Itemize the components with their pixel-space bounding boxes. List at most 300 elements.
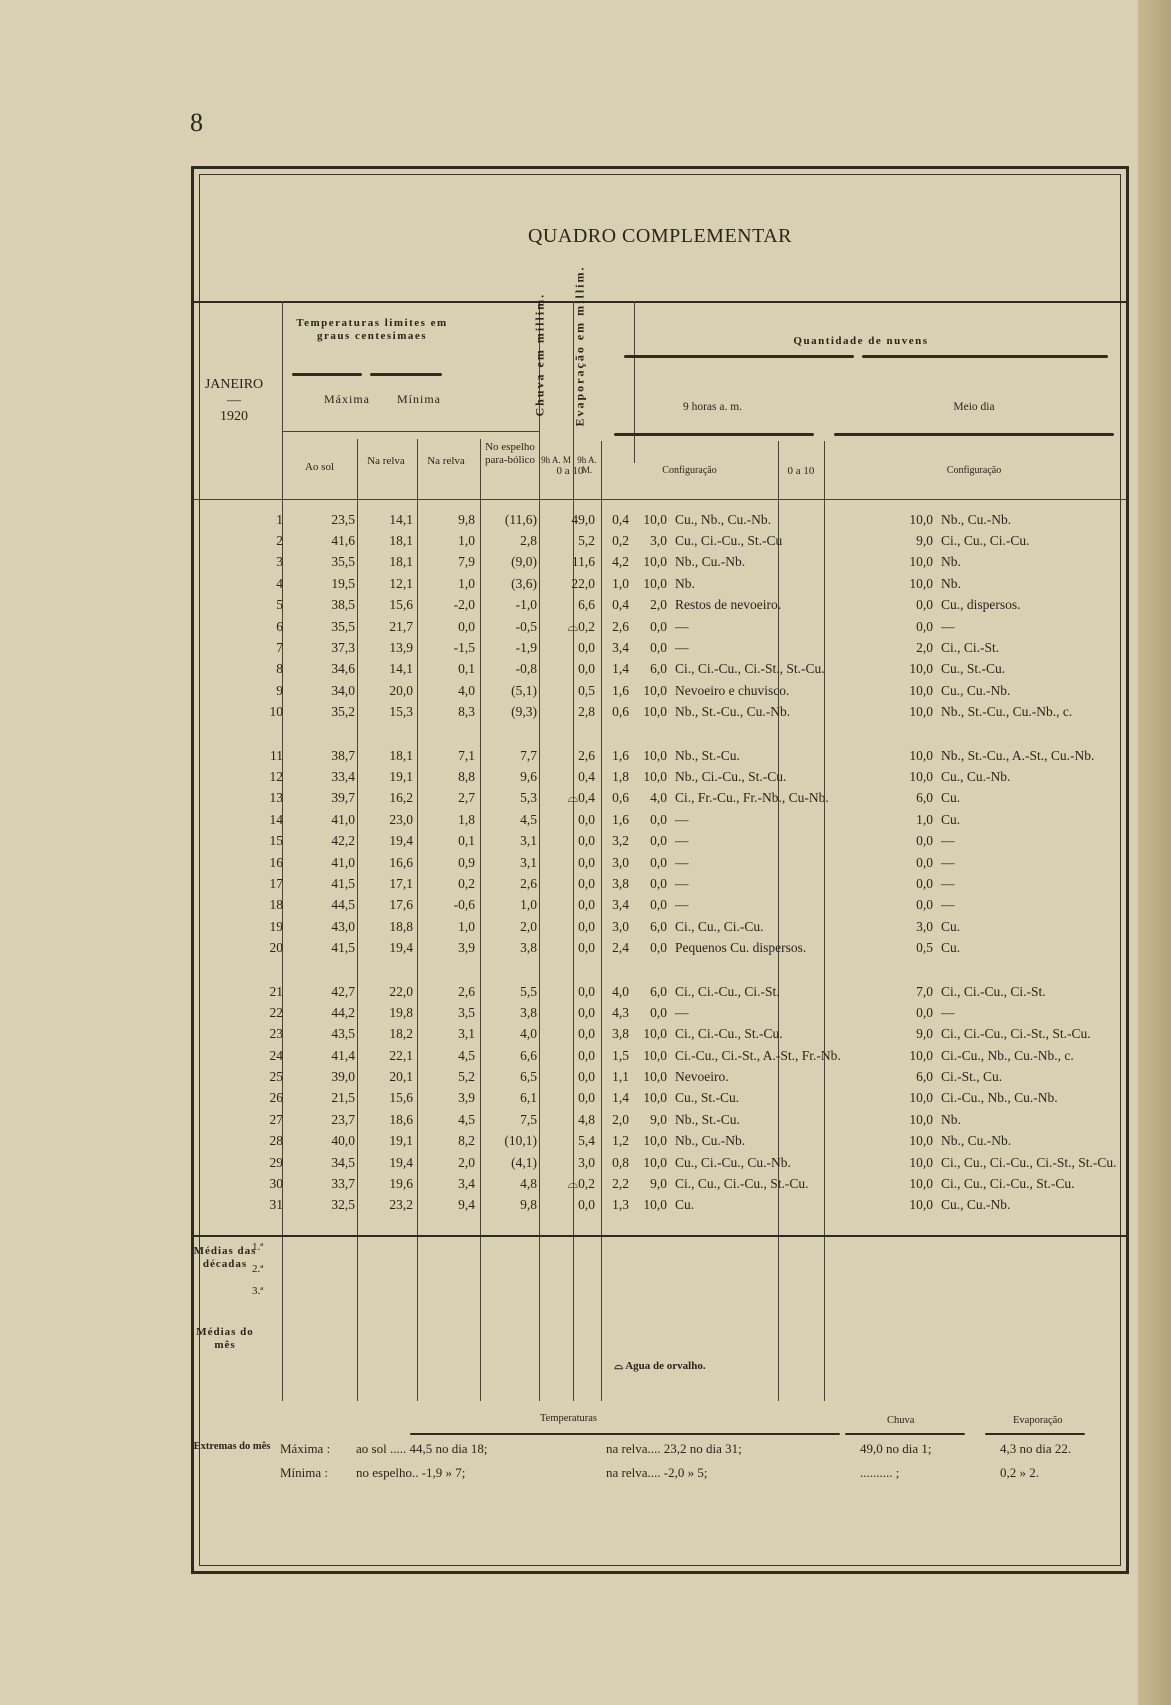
table-row bbox=[191, 595, 1161, 616]
cell-esp: -0,8 bbox=[515, 661, 537, 677]
cell-cm: Cu., Cu.-Nb. bbox=[941, 682, 1011, 698]
cell-c9: Nb., Cu.-Nb. bbox=[675, 554, 746, 570]
cell-ch: 22,0 bbox=[571, 575, 595, 591]
table-row bbox=[191, 981, 1161, 1002]
cell-cm: Ci.-St., Cu. bbox=[941, 1069, 1003, 1085]
cell-nm: 2,0 bbox=[916, 640, 933, 656]
header-na-relva-max: Na relva bbox=[367, 455, 405, 467]
cell-ch: 0,0 bbox=[578, 1090, 595, 1106]
cell-ch: 0,0 bbox=[578, 661, 595, 677]
cell-c9: Ci., Ci.-Cu., Ci.-St., St.-Cu. bbox=[675, 661, 825, 677]
cell-ch: 49,0 bbox=[571, 511, 595, 527]
cell-d: 14 bbox=[269, 811, 283, 827]
cell-nm: 7,0 bbox=[916, 983, 933, 999]
cell-n9: 0,0 bbox=[650, 875, 667, 891]
cell-esp: 2,6 bbox=[520, 875, 537, 891]
cell-esp: 6,6 bbox=[520, 1047, 537, 1063]
cell-rmx: 18,6 bbox=[389, 1111, 413, 1127]
cell-c9: — bbox=[675, 833, 689, 849]
cell-sol: 41,0 bbox=[331, 854, 355, 870]
cell-sol: 38,5 bbox=[331, 597, 355, 613]
cell-rmx: 18,2 bbox=[389, 1026, 413, 1042]
cell-c9: — bbox=[675, 875, 689, 891]
cell-esp: (9,3) bbox=[511, 704, 537, 720]
cell-d: 6 bbox=[276, 618, 283, 634]
cell-ch: 0,0 bbox=[578, 854, 595, 870]
cell-esp: 3,8 bbox=[520, 1004, 537, 1020]
gap-cell bbox=[191, 723, 1161, 745]
cell-esp: 5,3 bbox=[520, 790, 537, 806]
cell-esp: -1,9 bbox=[515, 640, 537, 656]
cell-rmn: 0,1 bbox=[458, 661, 475, 677]
cell-sol: 34,5 bbox=[331, 1154, 355, 1170]
cell-cm: Ci., Ci.-Cu., Ci.-St. bbox=[941, 983, 1046, 999]
cell-ev: 0,8 bbox=[612, 1154, 629, 1170]
cell-rmn: -1,5 bbox=[453, 640, 475, 656]
cell-esp: 7,5 bbox=[520, 1111, 537, 1127]
cell-sol: 34,0 bbox=[331, 682, 355, 698]
cell-ev: 1,4 bbox=[612, 661, 629, 677]
cell-ch: ⌓0,4 bbox=[567, 790, 595, 806]
table-gap-row bbox=[191, 959, 1161, 981]
cell-nm: 1,0 bbox=[916, 811, 933, 827]
cell-ev: 0,4 bbox=[612, 597, 629, 613]
cell-rmx: 15,6 bbox=[389, 1090, 413, 1106]
cell-nm: 10,0 bbox=[909, 1176, 933, 1192]
cell-cm: Cu., Cu.-Nb. bbox=[941, 768, 1011, 784]
cell-nm: 10,0 bbox=[909, 1111, 933, 1127]
cell-ch: 0,0 bbox=[578, 940, 595, 956]
header-ao-sol: Ao sol bbox=[304, 461, 335, 473]
gap-cell bbox=[191, 959, 1161, 981]
cell-cm: Cu. bbox=[941, 918, 961, 934]
daily-table bbox=[191, 509, 1161, 1216]
table-row bbox=[191, 1024, 1161, 1045]
cell-sol: 41,6 bbox=[331, 533, 355, 549]
cell-rmx: 17,6 bbox=[389, 897, 413, 913]
table-row bbox=[191, 1002, 1161, 1023]
table-row bbox=[191, 916, 1161, 937]
cell-rmx: 15,3 bbox=[389, 704, 413, 720]
cell-d: 9 bbox=[276, 682, 283, 698]
cell-nm: 10,0 bbox=[909, 575, 933, 591]
cell-n9: 0,0 bbox=[650, 897, 667, 913]
cell-rmx: 14,1 bbox=[389, 661, 413, 677]
table-row bbox=[191, 1195, 1161, 1216]
header-evaporacao: Evaporação em millim. bbox=[572, 265, 587, 427]
cell-cm: Ci., Cu., Ci.-Cu. bbox=[941, 533, 1030, 549]
cell-sol: 41,0 bbox=[331, 811, 355, 827]
cell-rmn: 2,0 bbox=[458, 1154, 475, 1170]
cell-rmx: 13,9 bbox=[389, 640, 413, 656]
cell-esp: 6,5 bbox=[520, 1069, 537, 1085]
cell-c9: Ci., Fr.-Cu., Fr.-Nb., Cu-Nb. bbox=[675, 790, 829, 806]
header-0a10-meio: 0 a 10 bbox=[787, 465, 815, 477]
table-row bbox=[191, 809, 1161, 830]
cell-n9: 0,0 bbox=[650, 811, 667, 827]
cell-c9: Nb. bbox=[675, 575, 695, 591]
cell-cm: Nb., St.-Cu., Cu.-Nb., c. bbox=[941, 704, 1073, 720]
cell-d: 4 bbox=[276, 575, 283, 591]
table-row bbox=[191, 637, 1161, 658]
cell-cm: Ci., Cu., Ci.-Cu., Ci.-St., St.-Cu. bbox=[941, 1154, 1117, 1170]
header-meio-dia: Meio dia bbox=[953, 401, 995, 413]
cell-sol: 23,7 bbox=[331, 1111, 355, 1127]
cell-c9: Pequenos Cu. dispersos. bbox=[675, 940, 807, 956]
ext-max-sol: ao sol ..... 44,5 no dia 18; bbox=[356, 1441, 488, 1456]
table-row bbox=[191, 1152, 1161, 1173]
cell-esp: 9,6 bbox=[520, 768, 537, 784]
cell-cm: Ci.-Cu., Nb., Cu.-Nb., c. bbox=[941, 1047, 1074, 1063]
cell-nm: 10,0 bbox=[909, 1047, 933, 1063]
table-row bbox=[191, 530, 1161, 551]
cell-sol: 41,5 bbox=[331, 875, 355, 891]
cell-rmx: 22,1 bbox=[389, 1047, 413, 1063]
cell-cm: Cu. bbox=[941, 940, 961, 956]
cell-n9: 0,0 bbox=[650, 854, 667, 870]
table-row bbox=[191, 552, 1161, 573]
table-row bbox=[191, 509, 1161, 530]
cell-cm: Cu., St.-Cu. bbox=[941, 661, 1006, 677]
cell-rmn: 1,8 bbox=[458, 811, 475, 827]
cell-rmn: 8,8 bbox=[458, 768, 475, 784]
cell-nm: 9,0 bbox=[916, 533, 933, 549]
cell-d: 3 bbox=[276, 554, 283, 570]
cell-c9: Cu., Nb., Cu.-Nb. bbox=[675, 511, 772, 527]
cell-esp: -0,5 bbox=[515, 618, 537, 634]
cell-sol: 35,2 bbox=[331, 704, 355, 720]
cell-c9: — bbox=[675, 811, 689, 827]
table-row bbox=[191, 745, 1161, 766]
cell-ev: 3,8 bbox=[612, 875, 629, 891]
cell-rmx: 19,4 bbox=[389, 833, 413, 849]
table-row bbox=[191, 766, 1161, 787]
cell-ch: 0,0 bbox=[578, 983, 595, 999]
cell-cm: — bbox=[941, 618, 955, 634]
cell-sol: 41,4 bbox=[331, 1047, 355, 1063]
cell-d: 23 bbox=[269, 1026, 283, 1042]
cell-d: 15 bbox=[269, 833, 283, 849]
cell-rmx: 23,0 bbox=[389, 811, 413, 827]
header-minima: Mínima bbox=[397, 392, 441, 406]
cell-rmn: 2,7 bbox=[458, 790, 475, 806]
cell-d: 12 bbox=[269, 768, 283, 784]
cell-d: 26 bbox=[269, 1090, 283, 1106]
header-na-relva-min: Na relva bbox=[427, 455, 465, 467]
cell-d: 16 bbox=[269, 854, 283, 870]
brace-rule bbox=[292, 373, 362, 376]
page-title: QUADRO COMPLEMENTAR bbox=[527, 225, 793, 247]
table-row bbox=[191, 895, 1161, 916]
header-nove-horas: 9 horas a. m. bbox=[682, 401, 743, 413]
cell-sol: 44,2 bbox=[331, 1004, 355, 1020]
cell-sol: 42,2 bbox=[331, 833, 355, 849]
cell-sol: 42,7 bbox=[331, 983, 355, 999]
cell-ev: 2,4 bbox=[612, 940, 629, 956]
cell-ev: 0,2 bbox=[612, 533, 629, 549]
header-maxima: Máxima bbox=[324, 392, 370, 406]
ext-max-evap: 4,3 no dia 22. bbox=[1000, 1441, 1072, 1456]
cell-ch: 2,8 bbox=[578, 704, 595, 720]
cell-rmx: 18,8 bbox=[389, 918, 413, 934]
ext-minima: Mínima : bbox=[280, 1465, 329, 1480]
cell-sol: 39,7 bbox=[331, 790, 355, 806]
cell-n9: 0,0 bbox=[650, 940, 667, 956]
cell-d: 24 bbox=[269, 1047, 283, 1063]
cell-sol: 33,4 bbox=[331, 768, 355, 784]
cell-nm: 0,0 bbox=[916, 897, 933, 913]
cell-n9: 10,0 bbox=[643, 554, 667, 570]
cell-cm: — bbox=[941, 1004, 955, 1020]
cell-cm: — bbox=[941, 875, 955, 891]
cell-ch: 0,0 bbox=[578, 833, 595, 849]
cell-n9: 10,0 bbox=[643, 1133, 667, 1149]
cell-nm: 10,0 bbox=[909, 511, 933, 527]
cell-c9: Nb., Cu.-Nb. bbox=[675, 1133, 746, 1149]
cell-cm: — bbox=[941, 854, 955, 870]
cell-rmx: 20,1 bbox=[389, 1069, 413, 1085]
cell-nm: 6,0 bbox=[916, 1069, 933, 1085]
table-row bbox=[191, 616, 1161, 637]
cell-ch: 0,0 bbox=[578, 875, 595, 891]
means-decade-key: 1.ª bbox=[252, 1241, 264, 1253]
cell-nm: 10,0 bbox=[909, 1090, 933, 1106]
cell-n9: 10,0 bbox=[643, 704, 667, 720]
title-rule bbox=[194, 301, 1126, 303]
cell-esp: 9,8 bbox=[520, 1197, 537, 1213]
header-month: JANEIRO bbox=[204, 377, 264, 392]
cell-c9: — bbox=[675, 618, 689, 634]
cell-ev: 3,0 bbox=[612, 918, 629, 934]
cell-rmn: 1,0 bbox=[458, 918, 475, 934]
means-month-label: Médias do mês bbox=[196, 1326, 254, 1352]
cell-c9: Ci.-Cu., Ci.-St., A.-St., Fr.-Nb. bbox=[675, 1047, 841, 1063]
cell-rmn: 7,9 bbox=[458, 554, 475, 570]
brace-rule bbox=[624, 355, 854, 358]
cell-c9: Restos de nevoeiro. bbox=[675, 597, 782, 613]
ext-min-relva: na relva.... -2,0 » 5; bbox=[606, 1465, 708, 1480]
cell-rmx: 18,1 bbox=[389, 554, 413, 570]
table-row bbox=[191, 1131, 1161, 1152]
cell-rmn: 1,0 bbox=[458, 575, 475, 591]
cell-rmn: 3,9 bbox=[458, 940, 475, 956]
cell-cm: Ci., Ci.-Cu., Ci.-St., St.-Cu. bbox=[941, 1026, 1091, 1042]
table-row bbox=[191, 1066, 1161, 1087]
cell-esp: (4,1) bbox=[511, 1154, 537, 1170]
cell-n9: 9,0 bbox=[650, 1111, 667, 1127]
cell-ev: 3,8 bbox=[612, 1026, 629, 1042]
table-row bbox=[191, 873, 1161, 894]
ext-evaporacao: Evaporação bbox=[1013, 1415, 1063, 1426]
page-number: 8 bbox=[190, 108, 203, 137]
cell-nm: 0,0 bbox=[916, 618, 933, 634]
cell-cm: Nb., Cu.-Nb. bbox=[941, 1133, 1012, 1149]
cell-ev: 1,6 bbox=[612, 682, 629, 698]
cell-n9: 2,0 bbox=[650, 597, 667, 613]
cell-c9: Ci., Ci.-Cu., Ci.-St. bbox=[675, 983, 780, 999]
ext-chuva: Chuva bbox=[887, 1415, 915, 1426]
header-config-9h: Configuração bbox=[662, 465, 717, 476]
cell-esp: 2,8 bbox=[520, 533, 537, 549]
cell-ev: 3,4 bbox=[612, 897, 629, 913]
cell-n9: 10,0 bbox=[643, 1069, 667, 1085]
cell-ch: 0,4 bbox=[578, 768, 595, 784]
cell-rmn: 7,1 bbox=[458, 747, 475, 763]
header-config-meio: Configuração bbox=[946, 465, 1002, 476]
cell-ev: 2,0 bbox=[612, 1111, 629, 1127]
cell-d: 7 bbox=[276, 640, 283, 656]
ext-max-chuva: 49,0 no dia 1; bbox=[860, 1441, 932, 1456]
cell-rmn: 9,4 bbox=[458, 1197, 475, 1213]
brace-rule bbox=[862, 355, 1108, 358]
cell-rmn: 0,1 bbox=[458, 833, 475, 849]
cell-n9: 3,0 bbox=[650, 533, 667, 549]
header-9am-evap: 9h A. M. bbox=[577, 455, 597, 476]
cell-n9: 10,0 bbox=[643, 682, 667, 698]
cell-d: 22 bbox=[269, 1004, 283, 1020]
cell-n9: 6,0 bbox=[650, 661, 667, 677]
cell-esp: 1,0 bbox=[520, 897, 537, 913]
header-bottom-rule bbox=[194, 499, 1126, 500]
cell-ev: 1,3 bbox=[612, 1197, 629, 1213]
cell-sol: 41,5 bbox=[331, 940, 355, 956]
cell-nm: 10,0 bbox=[909, 768, 933, 784]
cell-n9: 10,0 bbox=[643, 1047, 667, 1063]
brace-rule bbox=[614, 433, 814, 436]
cell-rmn: 3,4 bbox=[458, 1176, 475, 1192]
cell-sol: 19,5 bbox=[331, 575, 355, 591]
table-row bbox=[191, 788, 1161, 809]
cell-sol: 43,0 bbox=[331, 918, 355, 934]
cell-rmn: 4,0 bbox=[458, 682, 475, 698]
cell-d: 30 bbox=[269, 1176, 283, 1192]
ext-min-espelho: no espelho.. -1,9 » 7; bbox=[356, 1465, 466, 1480]
ext-min-evap: 0,2 » 2. bbox=[1000, 1465, 1039, 1480]
cell-n9: 0,0 bbox=[650, 833, 667, 849]
cell-n9: 9,0 bbox=[650, 1176, 667, 1192]
cell-ch: 0,5 bbox=[578, 682, 595, 698]
cell-sol: 44,5 bbox=[331, 897, 355, 913]
cell-ev: 4,2 bbox=[612, 554, 629, 570]
cell-c9: Ci., Cu., Ci.-Cu., St.-Cu. bbox=[675, 1176, 809, 1192]
cell-d: 11 bbox=[270, 747, 283, 763]
cell-rmn: 9,8 bbox=[458, 511, 475, 527]
cell-rmx: 19,1 bbox=[389, 1133, 413, 1149]
cell-d: 19 bbox=[269, 918, 283, 934]
cell-rmn: 3,1 bbox=[458, 1026, 475, 1042]
table-row bbox=[191, 702, 1161, 723]
cell-rmn: 3,9 bbox=[458, 1090, 475, 1106]
cell-c9: Nevoeiro e chuvisco. bbox=[675, 682, 790, 698]
cell-sol: 23,5 bbox=[331, 511, 355, 527]
cell-d: 13 bbox=[269, 790, 283, 806]
cell-c9: — bbox=[675, 640, 689, 656]
cell-ch: 0,0 bbox=[578, 1069, 595, 1085]
cell-rmx: 19,8 bbox=[389, 1004, 413, 1020]
ext-maxima: Máxima : bbox=[280, 1441, 331, 1456]
cell-rmn: -2,0 bbox=[453, 597, 475, 613]
header-9am-chuva: 9h A. M bbox=[541, 455, 571, 465]
cell-nm: 10,0 bbox=[909, 554, 933, 570]
cell-c9: — bbox=[675, 897, 689, 913]
cell-cm: Ci., Ci.-St. bbox=[941, 640, 1000, 656]
cell-ev: 1,4 bbox=[612, 1090, 629, 1106]
cell-sol: 43,5 bbox=[331, 1026, 355, 1042]
cell-esp: (10,1) bbox=[504, 1133, 537, 1149]
cell-c9: — bbox=[675, 854, 689, 870]
cell-rmn: 3,5 bbox=[458, 1004, 475, 1020]
cell-ev: 1,6 bbox=[612, 747, 629, 763]
cell-nm: 0,0 bbox=[916, 875, 933, 891]
cell-ch: 0,0 bbox=[578, 640, 595, 656]
cell-d: 8 bbox=[276, 661, 283, 677]
cell-rmx: 18,1 bbox=[389, 533, 413, 549]
cell-sol: 33,7 bbox=[331, 1176, 355, 1192]
cell-nm: 3,0 bbox=[916, 918, 933, 934]
cell-rmx: 19,4 bbox=[389, 940, 413, 956]
table-row bbox=[191, 680, 1161, 701]
cell-ev: 2,2 bbox=[612, 1176, 629, 1192]
cell-sol: 32,5 bbox=[331, 1197, 355, 1213]
cell-c9: Nb., St.-Cu. bbox=[675, 747, 740, 763]
header-year: 1920 bbox=[220, 409, 248, 424]
cell-n9: 6,0 bbox=[650, 918, 667, 934]
brace-rule bbox=[410, 1433, 840, 1435]
cell-esp: 3,1 bbox=[520, 854, 537, 870]
cell-ev: 2,6 bbox=[612, 618, 629, 634]
cell-n9: 10,0 bbox=[643, 1026, 667, 1042]
cell-ch: 6,6 bbox=[578, 597, 595, 613]
cell-ch: 0,0 bbox=[578, 1004, 595, 1020]
cell-esp: 3,1 bbox=[520, 833, 537, 849]
cell-n9: 10,0 bbox=[643, 511, 667, 527]
cell-d: 17 bbox=[269, 875, 283, 891]
cell-sol: 35,5 bbox=[331, 618, 355, 634]
cell-rmx: 19,1 bbox=[389, 768, 413, 784]
cell-nm: 0,0 bbox=[916, 833, 933, 849]
cell-rmn: 0,2 bbox=[458, 875, 475, 891]
cell-rmx: 18,1 bbox=[389, 747, 413, 763]
cell-d: 20 bbox=[269, 940, 283, 956]
cell-esp: 4,5 bbox=[520, 811, 537, 827]
cell-ev: 1,5 bbox=[612, 1047, 629, 1063]
cell-n9: 10,0 bbox=[643, 1090, 667, 1106]
cell-cm: Nb., St.-Cu., A.-St., Cu.-Nb. bbox=[941, 747, 1095, 763]
cell-rmn: 4,5 bbox=[458, 1111, 475, 1127]
cell-rmn: 0,0 bbox=[458, 618, 475, 634]
cell-ev: 3,0 bbox=[612, 854, 629, 870]
cell-c9: Nb., St.-Cu. bbox=[675, 1111, 740, 1127]
cell-rmn: 1,0 bbox=[458, 533, 475, 549]
cell-cm: Cu. bbox=[941, 811, 961, 827]
cell-c9: Nevoeiro. bbox=[675, 1069, 729, 1085]
cell-rmx: 19,6 bbox=[389, 1176, 413, 1192]
cell-c9: Ci., Cu., Ci.-Cu. bbox=[675, 918, 764, 934]
cell-cm: Nb. bbox=[941, 554, 961, 570]
table-row bbox=[191, 1109, 1161, 1130]
cell-esp: (11,6) bbox=[504, 511, 537, 527]
cell-c9: — bbox=[675, 1004, 689, 1020]
cell-c9: Cu., Ci.-Cu., Cu.-Nb. bbox=[675, 1154, 791, 1170]
cell-esp: 3,8 bbox=[520, 940, 537, 956]
cell-rmx: 12,1 bbox=[389, 575, 413, 591]
cell-ch: 0,0 bbox=[578, 1026, 595, 1042]
cell-rmn: 8,3 bbox=[458, 704, 475, 720]
cell-ch: 2,6 bbox=[578, 747, 595, 763]
table-row bbox=[191, 830, 1161, 851]
cell-esp: (5,1) bbox=[511, 682, 537, 698]
ext-max-relva: na relva.... 23,2 no dia 31; bbox=[606, 1441, 742, 1456]
